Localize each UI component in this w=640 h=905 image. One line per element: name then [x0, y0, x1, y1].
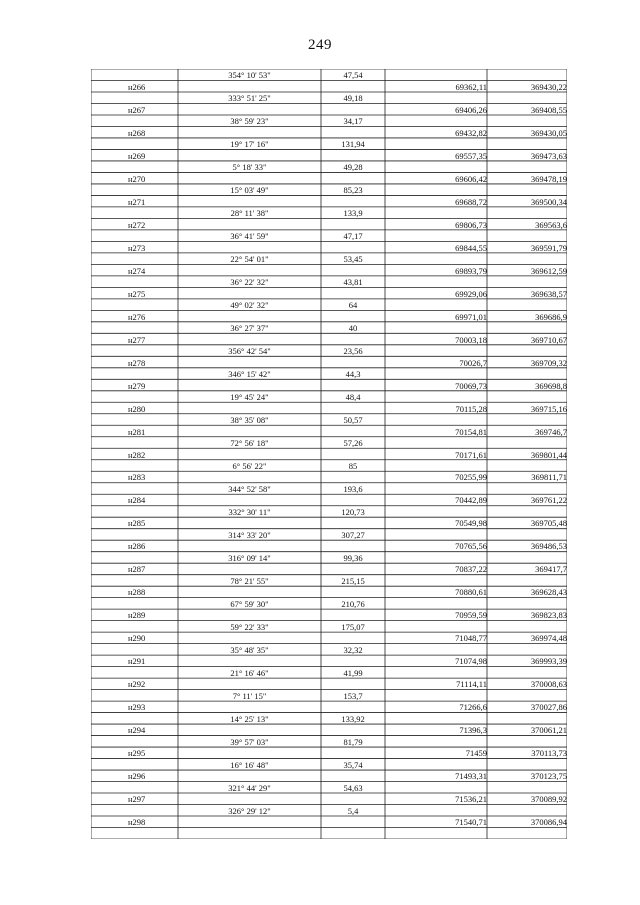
coordinate-x: 69606,42: [455, 173, 487, 184]
coordinate-x: 70442,89: [455, 495, 487, 506]
coordinate-x: 70255,99: [455, 472, 487, 483]
point-name: н281: [128, 426, 146, 437]
point-name: н285: [128, 518, 146, 529]
coordinate-y: 369705,48: [530, 518, 567, 529]
point-name: н275: [128, 288, 146, 299]
coordinate-y: 369993,39: [530, 656, 567, 667]
coordinate-y: 369486,53: [530, 541, 567, 552]
segment-length: 120,73: [341, 506, 365, 517]
segment-length: 210,76: [341, 598, 365, 609]
coordinate-x: 70026,7: [459, 357, 487, 368]
segment-length: 5,4: [347, 805, 359, 816]
direction-angle: 19° 45' 24": [230, 392, 269, 403]
coordinate-y: 369563,6: [535, 219, 567, 230]
direction-angle: 14° 25' 13": [230, 713, 269, 724]
point-name: н287: [128, 564, 146, 575]
coordinate-x: 70765,56: [455, 541, 487, 552]
segment-length: 48,4: [345, 392, 361, 403]
direction-angle: 39° 57' 03": [230, 736, 269, 747]
segment-length: 50,57: [343, 415, 363, 426]
coordinate-y: 370089,92: [530, 794, 567, 805]
direction-angle: 28° 11' 38": [230, 208, 269, 219]
coordinate-x: 71396,3: [459, 725, 487, 736]
point-name: н288: [128, 587, 146, 598]
direction-angle: 356° 42' 54": [228, 346, 271, 357]
coordinate-x: 70959,59: [455, 610, 487, 621]
direction-angle: 21° 16' 46": [230, 667, 269, 678]
segment-length: 23,56: [343, 346, 363, 357]
coordinate-x: 69806,73: [455, 219, 487, 230]
point-name: н296: [128, 771, 146, 782]
point-name: н289: [128, 610, 146, 621]
coordinate-x: 71266,6: [459, 702, 487, 713]
coordinate-x: 69971,01: [455, 311, 487, 322]
coordinate-x: 69893,79: [455, 265, 487, 276]
coordinate-y: 369811,71: [531, 472, 567, 483]
coordinate-x: 70837,22: [455, 564, 487, 575]
point-name: н280: [128, 403, 146, 414]
segment-length: 85,23: [343, 185, 363, 196]
coordinate-y: 370123,75: [530, 771, 567, 782]
point-name: н273: [128, 242, 146, 253]
point-name: н278: [128, 357, 146, 368]
point-name: н271: [128, 196, 146, 207]
point-name: н282: [128, 449, 146, 460]
direction-angle: 333° 51' 25": [228, 93, 271, 104]
point-name: н294: [128, 725, 146, 736]
direction-angle: 354° 10' 53": [228, 70, 271, 81]
segment-length: 35,74: [343, 759, 363, 770]
coordinate-x: 71536,21: [455, 794, 487, 805]
coordinate-x: 71114,11: [456, 679, 487, 690]
direction-angle: 67° 59' 30": [230, 598, 269, 609]
direction-angle: 36° 22' 32": [230, 277, 269, 288]
direction-angle: 78° 21' 55": [230, 575, 269, 586]
coordinate-x: 71074,98: [455, 656, 487, 667]
coordinate-y: 369709,32: [530, 357, 567, 368]
coordinate-y: 369473,63: [530, 150, 567, 161]
direction-angle: 38° 35' 08": [230, 415, 269, 426]
segment-length: 175,07: [341, 621, 365, 632]
segment-length: 49,28: [343, 162, 363, 173]
direction-angle: 314° 33' 20": [228, 529, 271, 540]
direction-angle: 49° 02' 32": [230, 300, 269, 311]
direction-angle: 36° 27' 37": [230, 323, 269, 334]
segment-length: 49,18: [343, 93, 363, 104]
coordinate-y: 369715,16: [530, 403, 567, 414]
point-name: н268: [128, 127, 146, 138]
coordinate-y: 369698,8: [535, 380, 567, 391]
coordinate-y: 369801,44: [530, 449, 567, 460]
direction-angle: 38° 59' 23": [230, 116, 269, 127]
direction-angle: 15° 03' 49": [230, 185, 269, 196]
segment-length: 81,79: [343, 736, 363, 747]
coordinate-x: 69432,82: [455, 127, 487, 138]
segment-length: 53,45: [343, 254, 363, 265]
coordinate-x: 70880,61: [455, 587, 487, 598]
segment-length: 47,17: [343, 231, 363, 242]
segment-length: 57,26: [343, 438, 363, 448]
direction-angle: 6° 56' 22": [232, 460, 267, 471]
coordinate-x: 70115,28: [455, 403, 487, 414]
point-name: н272: [128, 219, 146, 230]
coordinate-x: 69844,55: [455, 242, 487, 253]
direction-angle: 344° 52' 58": [228, 483, 271, 494]
direction-angle: 326° 29' 12": [228, 805, 271, 816]
point-name: н290: [128, 633, 146, 644]
direction-angle: 19° 17' 16": [230, 139, 269, 150]
point-name: н276: [128, 311, 146, 322]
point-name: н274: [128, 265, 146, 276]
coordinate-x: 69557,35: [455, 150, 487, 161]
coordinate-x: 71493,31: [455, 771, 487, 782]
coordinate-y: 369628,43: [530, 587, 567, 598]
coordinate-x: 70154,81: [455, 426, 487, 437]
coordinate-x: 69406,26: [455, 104, 487, 115]
point-name: н279: [128, 380, 146, 391]
direction-angle: 321° 44' 29": [228, 782, 271, 793]
coordinate-y: 369430,05: [530, 127, 567, 138]
direction-angle: 35° 48' 35": [230, 644, 269, 655]
segment-length: 41,99: [343, 667, 363, 678]
point-name: н293: [128, 702, 146, 713]
segment-length: 131,94: [341, 139, 365, 150]
direction-angle: 36° 41' 59": [230, 231, 269, 242]
coordinate-y: 369478,19: [530, 173, 567, 184]
point-name: н291: [128, 656, 146, 667]
segment-length: 99,36: [343, 552, 363, 563]
point-name: н284: [128, 495, 146, 506]
coordinate-y: 369417,7: [535, 564, 567, 575]
segment-length: 47,54: [343, 70, 363, 81]
direction-angle: 5° 18' 33": [232, 162, 267, 173]
coordinate-x: 70549,98: [455, 518, 487, 529]
coordinate-x: 69688,72: [455, 196, 487, 207]
segment-length: 85: [348, 460, 358, 471]
segment-length: 133,92: [341, 713, 365, 724]
coordinate-y: 369612,59: [530, 265, 567, 276]
segment-length: 54,63: [343, 782, 363, 793]
direction-angle: 16° 16' 48": [230, 759, 269, 770]
segment-length: 32,32: [343, 644, 363, 655]
coordinate-y: 369710,67: [530, 334, 567, 345]
direction-angle: 346° 15' 42": [228, 369, 271, 380]
coordinate-x: 70171,61: [455, 449, 487, 460]
coordinate-x: 71459: [465, 748, 487, 759]
segment-length: 34,17: [343, 116, 363, 127]
direction-angle: 316° 09' 14": [228, 552, 271, 563]
coordinate-y: 369746,7: [535, 426, 567, 437]
direction-angle: 72° 56' 18": [230, 438, 269, 448]
point-name: н295: [128, 748, 146, 759]
coordinate-y: 369974,48: [530, 633, 567, 644]
coordinate-x: 71540,71: [455, 817, 487, 828]
coordinate-y: 370008,63: [530, 679, 567, 690]
point-name: н269: [128, 150, 146, 161]
segment-length: 193,6: [343, 483, 363, 494]
coordinate-y: 369638,57: [530, 288, 567, 299]
coordinate-y: 370027,86: [530, 702, 567, 713]
point-name: н297: [128, 794, 146, 805]
coordinate-y: 370061,21: [530, 725, 567, 736]
direction-angle: 22° 54' 01": [230, 254, 269, 265]
coordinate-y: 369761,22: [530, 495, 567, 506]
segment-length: 153,7: [343, 690, 363, 701]
coordinate-x: 69362,11: [455, 81, 487, 92]
point-name: н283: [128, 472, 146, 483]
point-name: н286: [128, 541, 146, 552]
direction-angle: 332° 30' 11": [228, 506, 271, 517]
segment-length: 44,3: [345, 369, 361, 380]
coordinate-y: 370086,94: [530, 817, 567, 828]
coordinate-y: 369500,34: [530, 196, 567, 207]
coordinates-table: [91, 69, 567, 839]
point-name: н267: [128, 104, 146, 115]
point-name: н270: [128, 173, 146, 184]
point-name: н298: [128, 817, 146, 828]
coordinate-y: 369686,9: [535, 311, 567, 322]
coordinate-y: 369823,83: [530, 610, 567, 621]
page-number: 249: [308, 37, 332, 53]
segment-length: 43,81: [343, 277, 363, 288]
point-name: н266: [128, 81, 146, 92]
segment-length: 215,15: [341, 575, 365, 586]
segment-length: 64: [348, 300, 358, 311]
coordinate-y: 369430,22: [530, 81, 567, 92]
coordinate-x: 71048,77: [455, 633, 487, 644]
segment-length: 133,9: [343, 208, 363, 219]
coordinate-x: 70069,73: [455, 380, 487, 391]
coordinate-x: 70003,18: [455, 334, 487, 345]
point-name: н277: [128, 334, 146, 345]
coordinate-y: 369408,55: [530, 104, 567, 115]
segment-length: 40: [348, 323, 358, 334]
coordinate-y: 370113,73: [531, 748, 567, 759]
point-name: н292: [128, 679, 146, 690]
coordinate-y: 369591,79: [530, 242, 567, 253]
segment-length: 307,27: [341, 529, 365, 540]
direction-angle: 7° 11' 15": [232, 690, 267, 701]
coordinate-x: 69929,06: [455, 288, 487, 299]
direction-angle: 59° 22' 33": [230, 621, 269, 632]
